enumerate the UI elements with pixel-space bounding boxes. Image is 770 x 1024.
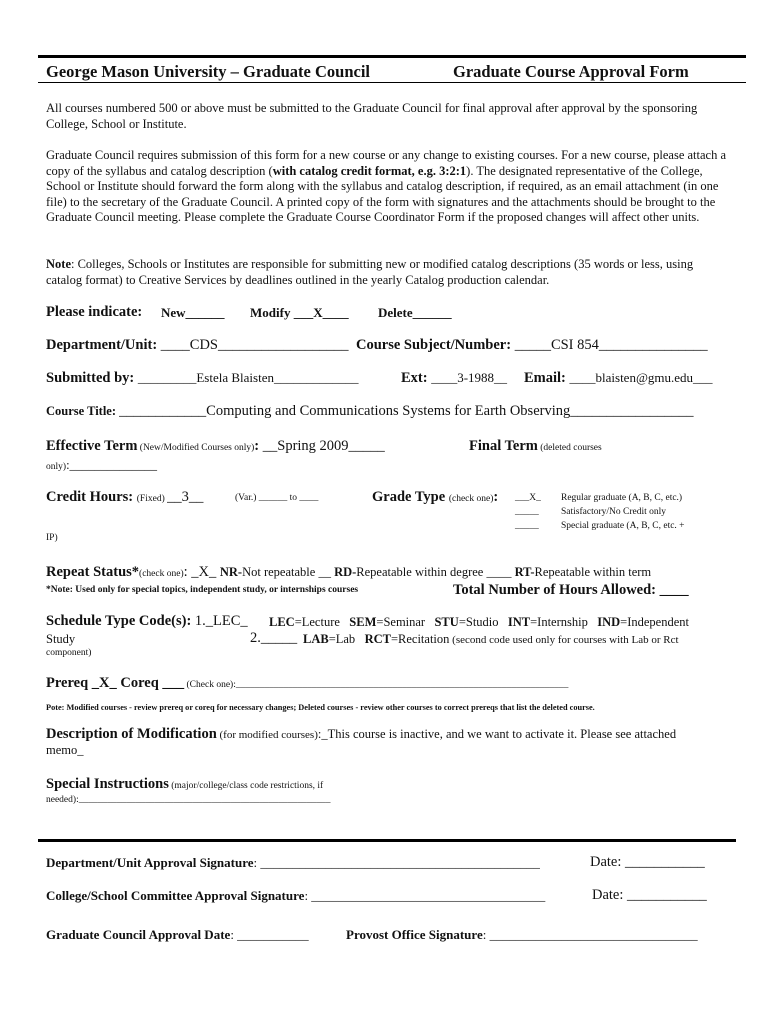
schedule-study: Study — [46, 632, 76, 646]
repeat-status-row: Repeat Status*(check one): _X_ NR-Not repeatable __ RD-Repeatable within degree ____ RT-Repeatable within term — [46, 564, 652, 580]
schedule-component: component) — [46, 648, 92, 658]
indicate-delete[interactable]: Delete______ — [378, 305, 452, 320]
course-title-row — [46, 403, 694, 420]
dept-signature-label: Department/Unit Approval Signature — [46, 855, 254, 870]
header-right-title: Graduate Course Approval Form — [453, 62, 689, 81]
credit-hours-row: Credit Hours: (Fixed) __3__ — [46, 489, 204, 505]
gc-approval-field[interactable]: : ___________ — [230, 927, 309, 942]
email-field[interactable]: ____blaisten@gmu.edu___ — [569, 370, 713, 385]
final-term-field[interactable]: :______________ — [66, 458, 158, 472]
gc-approval-row — [46, 927, 309, 943]
prereq-label: Prereq _X_ Coreq ___ — [46, 675, 185, 691]
credit-hours-label: Credit Hours: — [46, 489, 137, 505]
department-label: Department/Unit: — [46, 337, 161, 353]
college-date-field[interactable]: Date: ___________ — [592, 887, 707, 903]
effective-term-label: Effective Term — [46, 438, 138, 454]
grade-option-label-3: Special graduate (A, B, C, etc. + — [561, 521, 685, 531]
ext-field[interactable]: ____3-1988__ — [431, 370, 508, 385]
indicate-label: Please indicate: — [46, 304, 143, 320]
modification-field-cont[interactable]: memo_ — [46, 743, 84, 757]
header-underline — [38, 82, 746, 83]
course-title-label: Course Title: — [46, 404, 120, 418]
modification-row: Description of Modification (for modified courses):_This course is inactive, and we want to activate it. Please see attached — [46, 726, 677, 742]
submitted-row — [46, 370, 358, 387]
prereq-field[interactable]: :______________________________________________________________________ — [233, 680, 569, 690]
special-label: Special Instructions — [46, 776, 169, 792]
schedule-codes-line-1: LEC=Lecture SEM=Seminar STU=Studio INT=Internship IND=Independent — [269, 615, 689, 629]
college-signature-row — [46, 888, 545, 904]
grade-type-row: Grade Type (check one): — [372, 489, 499, 505]
grade-option-mark-3[interactable]: _____ — [515, 521, 539, 531]
provost-signature-label: Provost Office Signature — [346, 927, 483, 942]
repeat-footnote: *Note: Used only for special topics, independent study, or internships courses — [46, 585, 359, 595]
modification-label: Description of Modification — [46, 726, 217, 742]
header-left-title: George Mason University – Graduate Council — [46, 62, 371, 81]
top-rule — [38, 55, 746, 58]
credit-fixed-field[interactable]: __3__ — [167, 489, 204, 505]
final-term-label: Final Term — [469, 438, 538, 454]
ext-row — [401, 370, 507, 387]
grade-option-label-3-cont: IP) — [46, 533, 58, 543]
intro-paragraph-1: All courses numbered 500 or above must be submitted to the Graduate Council for final approval after approval by the sponsoring College, School or Institute. — [46, 101, 698, 131]
college-signature-label: College/School Committee Approval Signature — [46, 888, 305, 903]
email-label: Email: — [524, 370, 570, 386]
schedule-type-row — [46, 613, 248, 630]
schedule-type-field-2[interactable]: 2._____ — [250, 630, 298, 646]
special-row: Special Instructions (major/college/class code restrictions, if — [46, 776, 324, 792]
intro-note: Note: Colleges, Schools or Institutes are responsible for submitting new or modified catalog descriptions (35 words or less, using catalog format) to Creative Services by deadlines outlined in the yearly Catalog production calendar. — [46, 257, 694, 287]
grade-option-mark-2[interactable]: _____ — [515, 507, 539, 517]
ext-label: Ext: — [401, 370, 432, 386]
effective-term-row: Effective Term (New/Modified Courses only): __Spring 2009_____ — [46, 438, 385, 454]
dept-signature-field[interactable]: : ___________________________________________ — [253, 855, 540, 870]
bottom-rule — [38, 839, 736, 842]
submitted-label: Submitted by: — [46, 370, 138, 386]
final-term-row: Final Term (deleted courses — [469, 438, 602, 454]
course-subject-label: Course Subject/Number: — [356, 337, 515, 353]
special-row-2: needed):_____________________________________________________ — [46, 795, 331, 805]
indicate-modify[interactable]: Modify ___X____ — [250, 305, 349, 320]
modification-field[interactable]: :_This course is inactive, and we want to activate it. Please see attached — [317, 727, 677, 741]
gc-approval-label: Graduate Council Approval Date — [46, 927, 231, 942]
repeat-status-label: Repeat Status* — [46, 564, 140, 580]
special-field[interactable]: :_____________________________________________________ — [76, 795, 331, 805]
intro-paragraph-2: Graduate Council requires submission of this form for a new course or any change to existing courses. For a new course, please attach a copy of the syllabus and catalog description (with catalog credit format, e.g. 3:2:1). The designated representative of the College, School or Institute should forward the form along with the syllabus and catalog description, if required, as an email attachment (in one file) to the secretary of the Graduate Council. A printed copy of the form with signatures and the attachments should be brought to the Graduate Council meeting. Please complete the Graduate Course Coordinator Form if the proposed changes will affect other units. — [46, 148, 727, 224]
repeat-status-field[interactable]: : _X_ — [183, 564, 220, 580]
grade-option-label-1: Regular graduate (A, B, C, etc.) — [561, 493, 683, 503]
dept-signature-row — [46, 855, 540, 871]
schedule-codes-line-2: LAB=Lab RCT=Recitation (second code used only for courses with Lab or Rct — [303, 632, 679, 646]
total-hours-field[interactable]: Total Number of Hours Allowed: ____ — [453, 582, 689, 598]
dept-date-field[interactable]: Date: ___________ — [590, 854, 705, 870]
prereq-row: Prereq _X_ Coreq ___ (Check one):______________________________________________________________________ — [46, 675, 569, 691]
course-title-field[interactable]: ____________Computing and Communications Systems for Earth Observing_________________ — [119, 403, 694, 419]
credit-var-field[interactable]: (Var.) ______ to ____ — [235, 493, 319, 503]
department-row — [46, 337, 349, 354]
effective-term-field[interactable]: __Spring 2009_____ — [262, 438, 385, 454]
grade-type-label: Grade Type — [372, 489, 449, 505]
submitted-field[interactable]: _________Estela Blaisten_____________ — [137, 370, 359, 385]
email-row — [524, 370, 713, 387]
course-subject-row — [356, 337, 708, 354]
grade-option-label-2: Satisfactory/No Credit only — [561, 507, 667, 517]
provost-signature-row — [346, 927, 698, 943]
provost-signature-field[interactable]: : ________________________________ — [482, 927, 698, 942]
grade-option-mark-1[interactable]: ___X_ — [515, 493, 541, 503]
course-subject-field[interactable]: _____CSI 854_______________ — [514, 337, 708, 353]
prereq-note: Pote: Modified courses - review prereq or coreq for necessary changes; Deleted courses - review other courses to correct prereqs that list the deleted course. — [46, 703, 595, 712]
schedule-type-field-1[interactable]: 1._LEC_ — [194, 613, 248, 629]
department-field[interactable]: ____CDS__________________ — [160, 337, 349, 353]
final-term-row-2: only):______________ — [46, 458, 158, 472]
indicate-new[interactable]: New______ — [161, 305, 225, 320]
college-signature-field[interactable]: : ____________________________________ — [304, 888, 546, 903]
schedule-type-label: Schedule Type Code(s): — [46, 613, 195, 629]
